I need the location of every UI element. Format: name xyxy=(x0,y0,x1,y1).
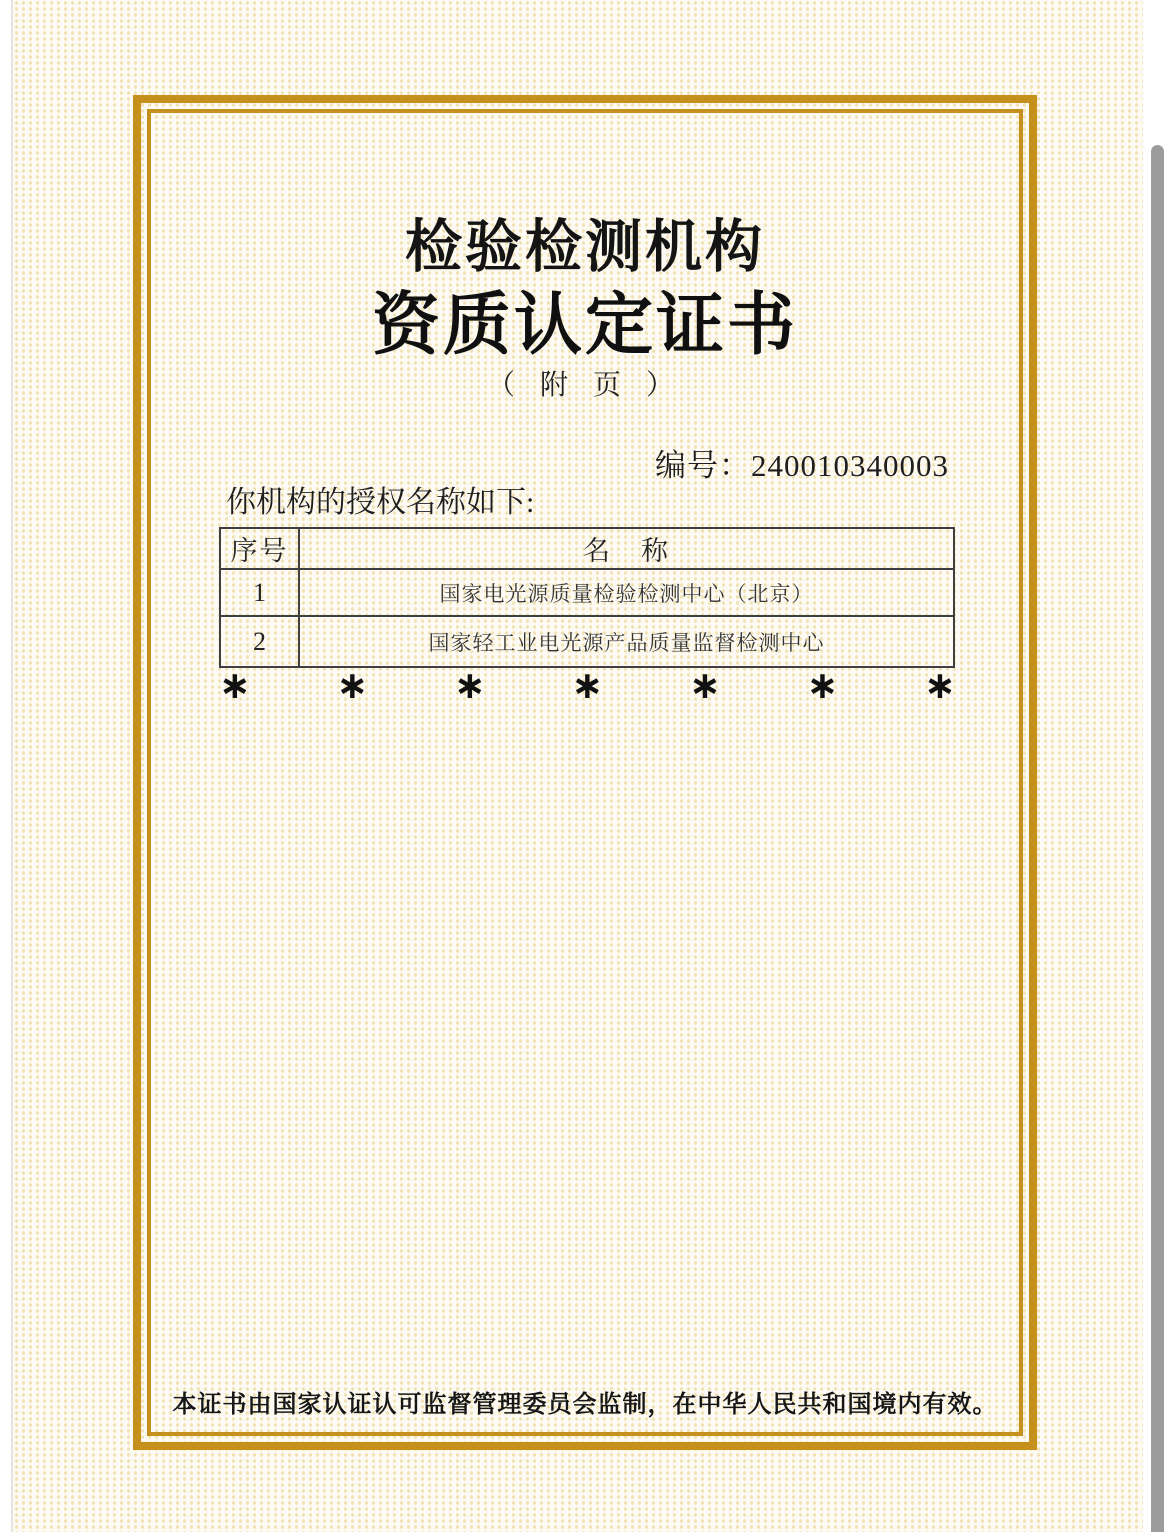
asterisk-separator-row xyxy=(219,663,956,707)
certificate-number: 编号：240010340003 xyxy=(655,448,949,483)
asterisk: ∗ xyxy=(924,663,956,707)
table-row xyxy=(220,616,954,667)
asterisk: ∗ xyxy=(689,663,721,707)
row-number: 2 xyxy=(220,616,299,667)
authorized-names-intro: 你机构的授权名称如下: xyxy=(226,486,535,519)
table-header-no: 序号 xyxy=(220,528,299,569)
asterisk: ∗ xyxy=(336,663,369,707)
row-number: 1 xyxy=(220,569,299,616)
authorized-names-table xyxy=(219,527,955,668)
certificate-title-line2: 资质认定证书 xyxy=(371,287,798,363)
asterisk: ∗ xyxy=(806,663,839,707)
table-row xyxy=(220,569,954,616)
asterisk: ∗ xyxy=(571,663,604,707)
table-header-name: 名 称 xyxy=(299,528,954,569)
footer-note: 本证书由国家认证认可监督管理委员会监制，在中华人民共和国境内有效。 xyxy=(172,1391,998,1418)
certificate-subtitle-appendix: （ 附 页 ） xyxy=(486,370,683,401)
scan-edge-line xyxy=(11,0,13,1532)
asterisk: ∗ xyxy=(454,663,486,707)
certificate-title-line1: 检验检测机构 xyxy=(405,215,765,279)
scrollbar-thumb[interactable] xyxy=(1151,145,1164,1532)
table-header-row xyxy=(220,528,954,569)
row-name: 国家电光源质量检验检测中心（北京） xyxy=(299,569,954,616)
asterisk: ∗ xyxy=(219,663,251,707)
row-name: 国家轻工业电光源产品质量监督检测中心 xyxy=(299,616,954,667)
